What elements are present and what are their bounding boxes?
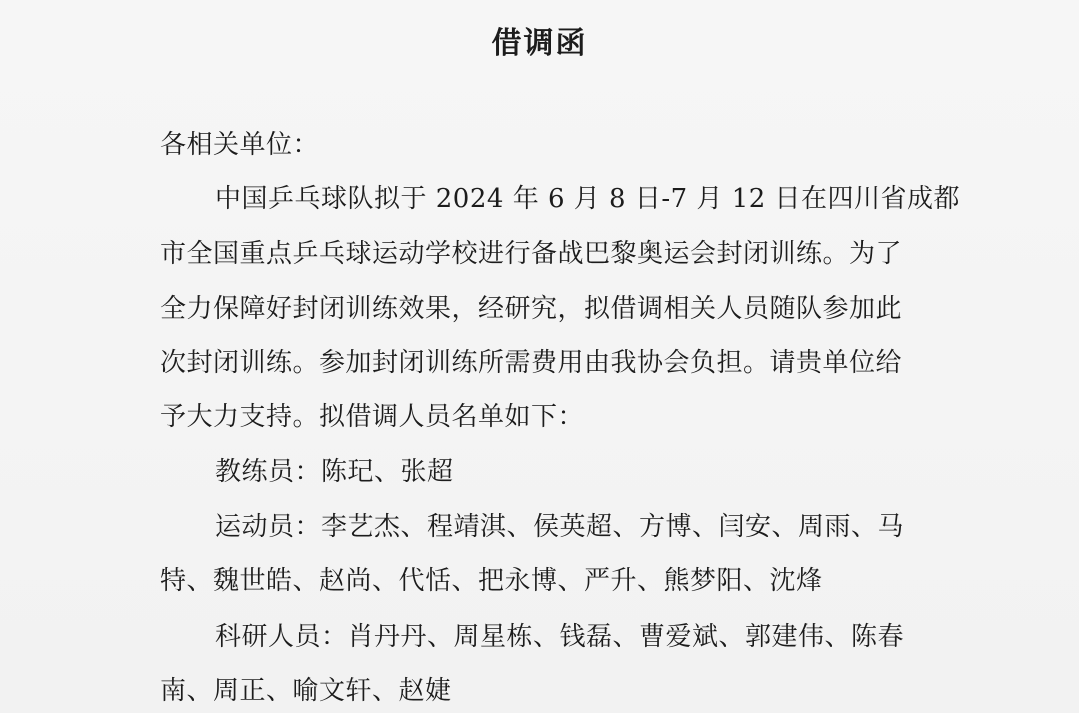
body-line: 市全国重点乒乓球运动学校进行备战巴黎奥运会封闭训练。为了: [160, 239, 903, 269]
salutation: 各相关单位：: [160, 130, 320, 160]
body-line: 次封闭训练。参加封闭训练所需费用由我协会负担。请贵单位给: [160, 348, 903, 378]
document-title: 借调函: [491, 26, 588, 61]
coaches-line: 教练员：陈玘、张超: [215, 457, 454, 487]
researchers-line: 科研人员：肖丹丹、周星栋、钱磊、曹爱斌、郭建伟、陈春: [215, 622, 905, 652]
body-line: 全力保障好封闭训练效果，经研究，拟借调相关人员随队参加此: [160, 294, 903, 324]
body-line: 予大力支持。拟借调人员名单如下：: [160, 402, 585, 432]
body-line: 中国乒乓球队拟于 2024 年 6 月 8 日-7 月 12 日在四川省成都: [215, 184, 961, 214]
researchers-line: 南、周正、喻文轩、赵婕: [160, 676, 452, 706]
athletes-line: 运动员：李艺杰、程靖淇、侯英超、方博、闫安、周雨、马: [215, 512, 905, 542]
athletes-line: 特、魏世皓、赵尚、代恬、把永博、严升、熊梦阳、沈烽: [160, 566, 823, 596]
